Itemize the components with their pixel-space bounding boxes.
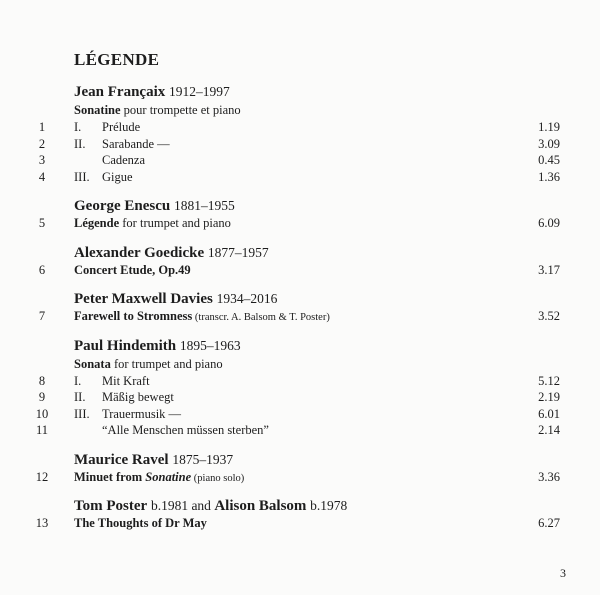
composer-name: Alison Balsom <box>214 498 307 514</box>
track-listing <box>0 82 600 543</box>
title-part: for trumpet and piano <box>110 356 223 371</box>
track-number: 9 <box>38 390 46 404</box>
track-row <box>0 469 600 486</box>
work-group <box>0 82 600 185</box>
track-duration: 3.52 <box>538 309 560 323</box>
movement-title: Mit Kraft <box>102 373 150 388</box>
track-duration: 3.36 <box>538 469 560 484</box>
composer-name: Tom Poster <box>74 498 148 514</box>
track-number: 11 <box>35 423 49 437</box>
composer-join: and <box>188 498 215 513</box>
track-duration: 1.36 <box>538 169 560 184</box>
track-row <box>0 136 600 153</box>
track-number: 5 <box>38 216 46 230</box>
composer-name: Peter Maxwell Davies <box>74 291 213 307</box>
movement-title: “Alle Menschen müssen sterben” <box>102 423 269 437</box>
work-title <box>0 101 600 119</box>
track-duration: 6.09 <box>538 216 560 230</box>
composer-line <box>0 496 600 515</box>
composer-line <box>0 450 600 469</box>
work-group <box>0 196 600 232</box>
track-duration: 0.45 <box>538 153 560 167</box>
title-part: (transcr. A. Balsom & T. Poster) <box>192 312 330 323</box>
title-part: Sonatine <box>74 103 121 117</box>
composer-line <box>0 243 600 262</box>
track-row <box>0 215 600 232</box>
composer-dates: 1934–2016 <box>216 291 278 306</box>
movement-numeral: II. <box>74 390 86 404</box>
track-row <box>0 169 600 186</box>
composer-line <box>0 196 600 215</box>
composer-dates: 1912–1997 <box>169 84 230 99</box>
movement-title: Mäßig bewegt <box>102 390 174 404</box>
title-part: Légende <box>74 216 120 230</box>
track-row <box>0 262 600 279</box>
track-title <box>74 515 207 532</box>
track-row <box>0 389 600 406</box>
track-number: 13 <box>35 516 49 530</box>
composer-dates: 1881–1955 <box>173 198 235 213</box>
composer-line <box>0 336 600 355</box>
composer-line <box>0 289 600 308</box>
track-row <box>0 119 600 136</box>
movement-numeral: III. <box>74 169 90 184</box>
movement-numeral: I. <box>74 120 82 134</box>
composer-dates: b.1978 <box>310 498 348 513</box>
track-row <box>0 515 600 532</box>
composer-name: George Enescu <box>74 198 171 214</box>
title-part: Minuet from <box>74 469 146 484</box>
track-duration: 2.19 <box>538 390 560 404</box>
track-number: 3 <box>38 153 46 167</box>
composer-line <box>0 82 600 101</box>
title-part: Farewell to Stromness <box>74 309 193 323</box>
track-duration: 6.01 <box>538 406 560 421</box>
title-part: pour trompette et piano <box>120 103 241 117</box>
title-part: Concert Etude, Op.49 <box>74 262 191 277</box>
track-title <box>74 262 191 279</box>
work-group <box>0 243 600 279</box>
movement-title: Sarabande — <box>102 136 170 151</box>
composer-name: Alexander Goedicke <box>74 244 205 261</box>
title-part: Sonatine <box>145 469 192 484</box>
track-title <box>74 308 330 327</box>
track-row <box>0 406 600 423</box>
track-duration: 5.12 <box>538 373 560 388</box>
composer-name: Maurice Ravel <box>74 451 169 468</box>
track-row <box>0 373 600 390</box>
track-number: 2 <box>38 136 46 151</box>
track-row <box>0 152 600 169</box>
track-duration: 1.19 <box>538 120 560 134</box>
work-group <box>0 496 600 532</box>
track-number: 4 <box>38 169 46 184</box>
track-number: 8 <box>38 373 46 388</box>
track-number: 7 <box>38 309 46 323</box>
movement-title: Cadenza <box>102 153 146 167</box>
movement-numeral: I. <box>74 373 82 388</box>
movement-numeral: II. <box>74 136 86 151</box>
composer-dates: 1895–1963 <box>179 337 241 353</box>
track-number: 10 <box>35 406 49 421</box>
composer-dates: 1875–1937 <box>172 451 234 467</box>
work-title <box>0 355 600 373</box>
movement-title: Prélude <box>102 120 141 134</box>
title-part: Sonata <box>74 356 111 371</box>
movement-numeral: III. <box>74 406 90 421</box>
movement-title: Trauermusik — <box>102 406 182 421</box>
title-part: for trumpet and piano <box>119 216 231 230</box>
page-heading: LÉGENDE <box>74 50 160 69</box>
composer-name: Paul Hindemith <box>74 337 177 354</box>
track-number: 6 <box>38 262 46 277</box>
composer-dates: b.1981 <box>150 498 189 513</box>
title-part: The Thoughts of Dr May <box>74 516 207 530</box>
track-number: 12 <box>35 469 49 484</box>
track-row <box>0 308 600 325</box>
track-title <box>74 215 231 232</box>
work-group <box>0 289 600 325</box>
work-group <box>0 450 600 486</box>
movement-title: Gigue <box>102 169 133 184</box>
track-title <box>74 469 244 488</box>
track-duration: 2.14 <box>538 423 560 437</box>
track-duration: 3.09 <box>538 136 560 151</box>
composer-name: Jean Françaix <box>74 84 166 100</box>
work-group <box>0 336 600 439</box>
track-number: 1 <box>38 120 46 134</box>
title-part: (piano solo) <box>191 472 245 484</box>
track-duration: 3.17 <box>538 262 560 277</box>
page-number: 3 <box>560 566 566 580</box>
track-duration: 6.27 <box>538 516 560 530</box>
track-row <box>0 422 600 439</box>
composer-dates: 1877–1957 <box>207 244 269 260</box>
